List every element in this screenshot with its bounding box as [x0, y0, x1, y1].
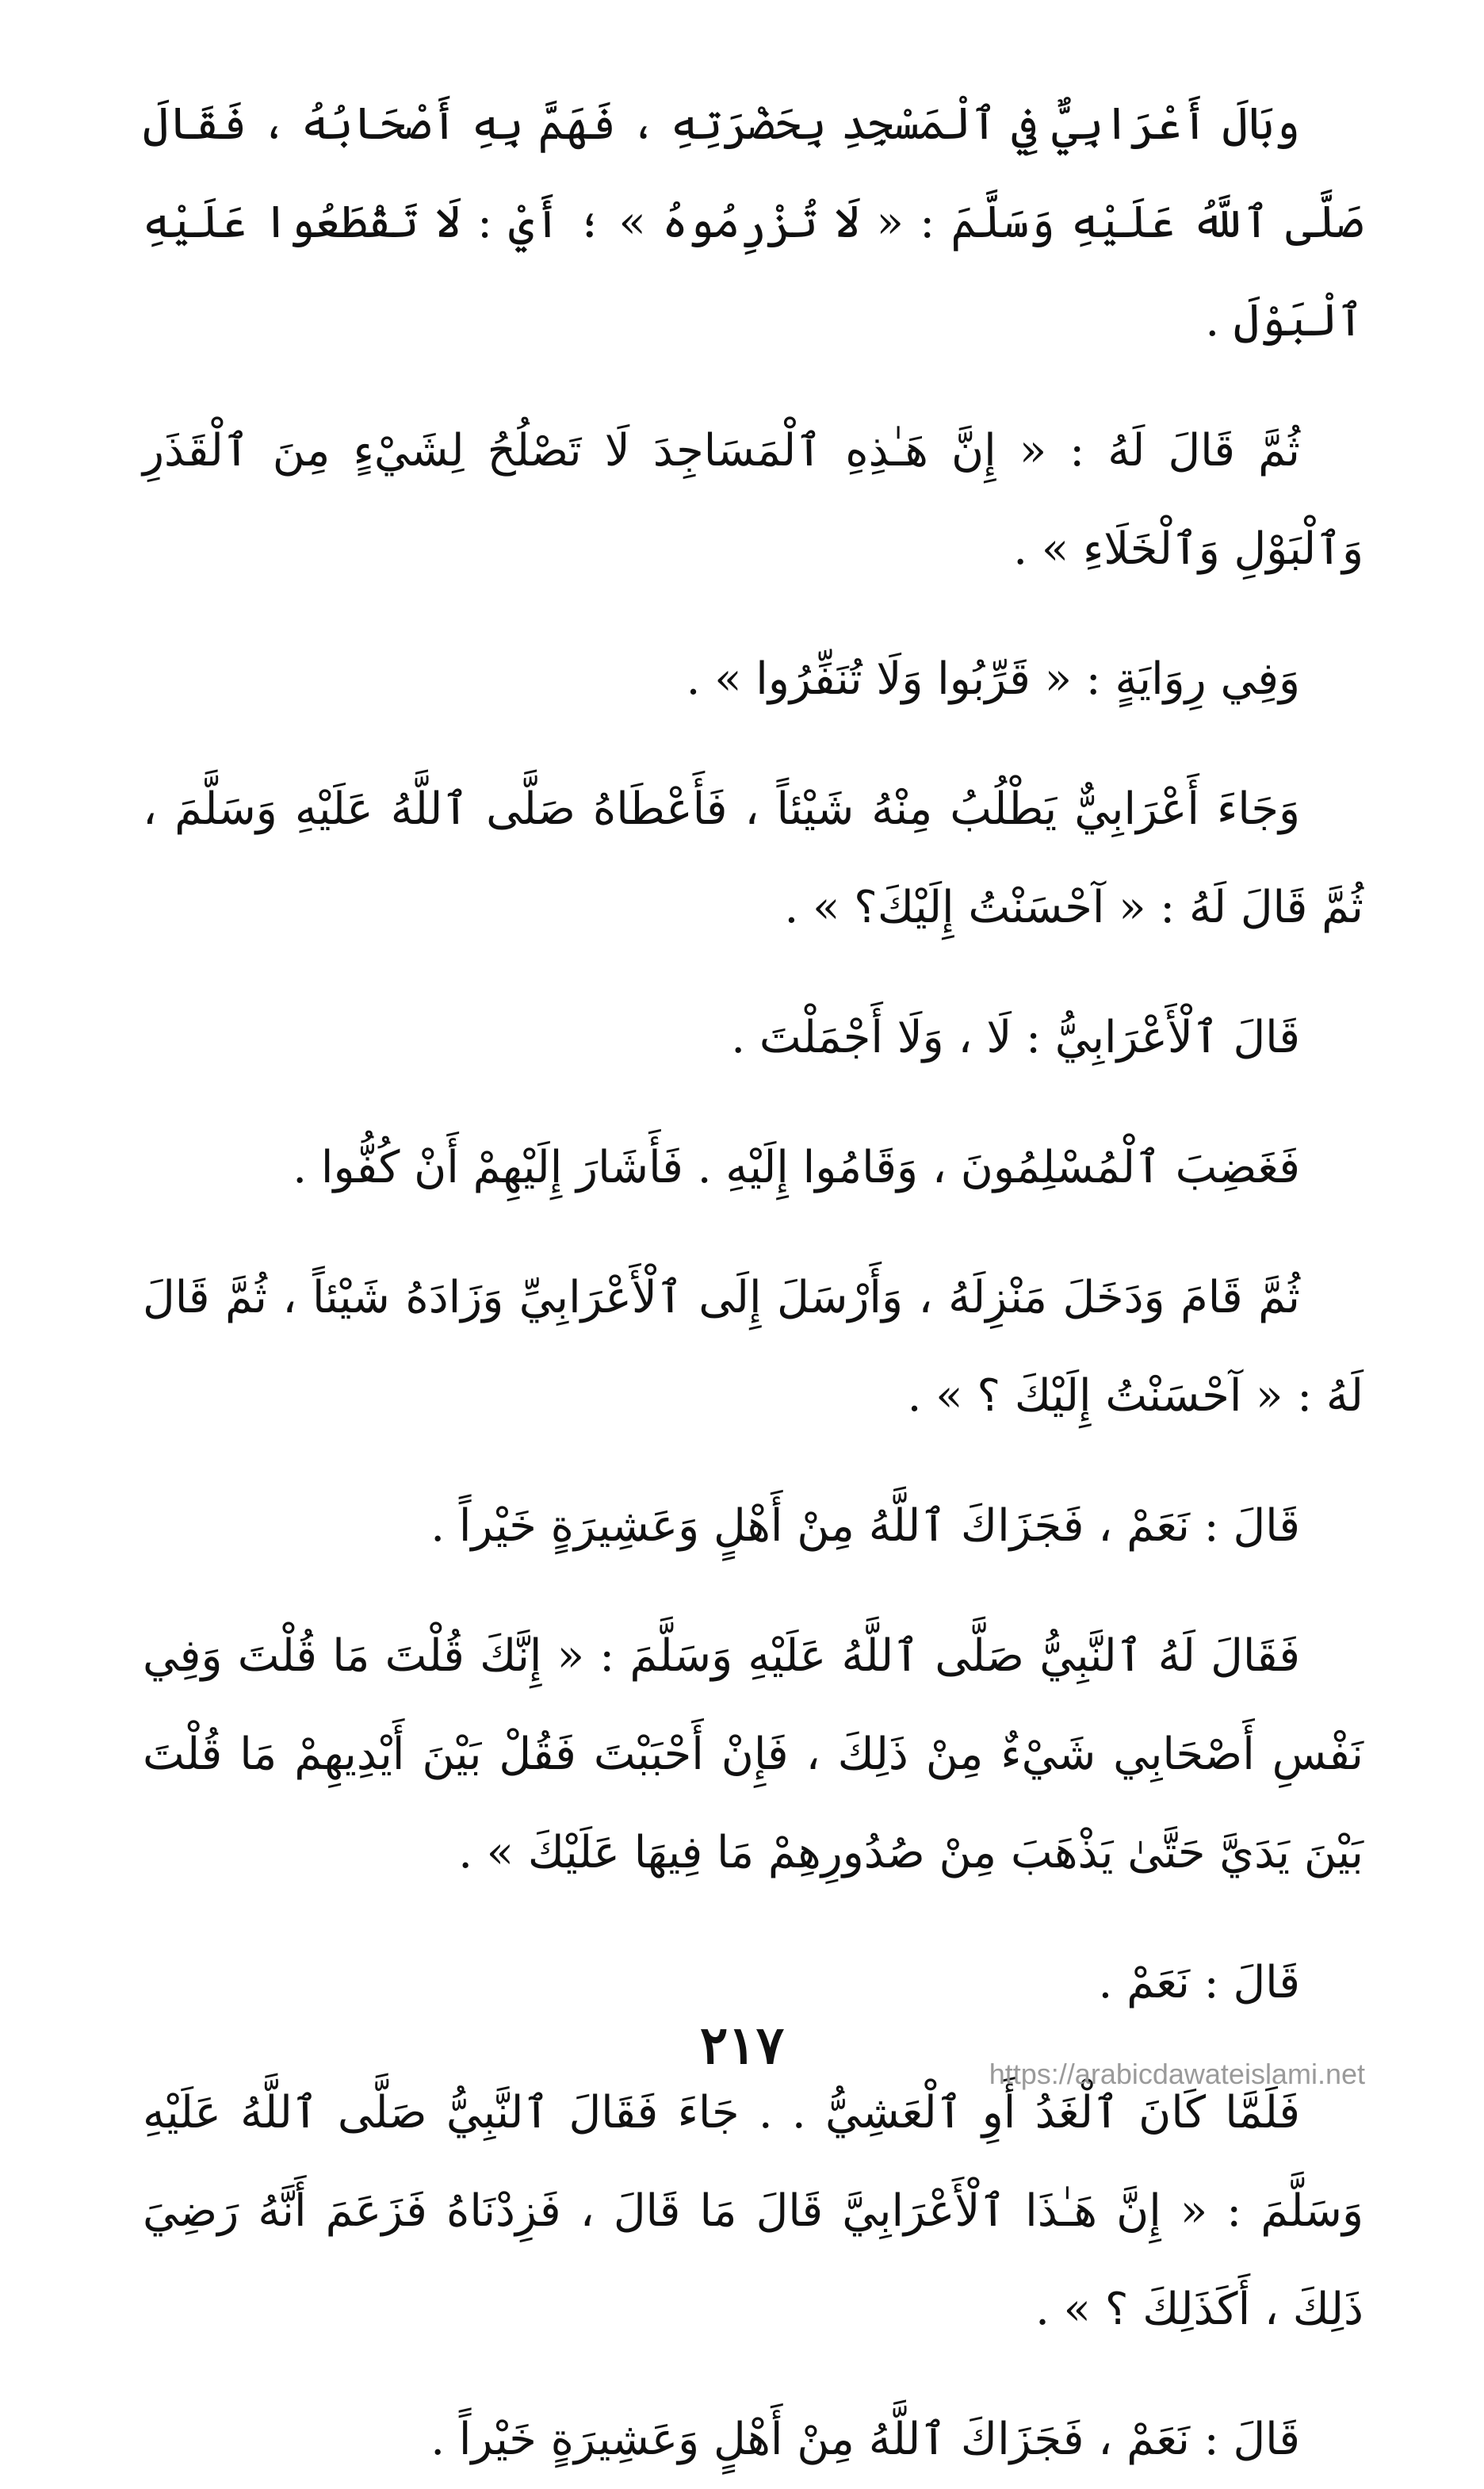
paragraph: قَالَ ٱلْأَعْرَابِيُّ : لَا ، وَلَا أَجْمَلْتَ .	[731, 1012, 1300, 1063]
paragraph: وبَالَ أَعْرَابِيٌّ فِي ٱلْمَسْجِدِ بِحَضْرَتِهِ ، فَهَمَّ بِهِ أَصْحَابُهُ ، فَقَالَ صَلَّى ٱللَّهُ عَلَيْهِ وَسَلَّمَ : « لَا تُزْرِمُوهُ » ؛ أَيْ : لَا تَقْطَعُوا عَلَيْهِ ٱلْبَوْلَ .	[143, 98, 1364, 347]
paragraph: قَالَ : نَعَمْ .	[1098, 1957, 1300, 2008]
paragraph: ثُمَّ قَالَ لَهُ : « إِنَّ هَـٰذِهِ ٱلْمَسَاجِدَ لَا تَصْلُحُ لِشَيْءٍ مِنَ ٱلْقَذَرِ وَٱلْبَوْلِ وَٱلْخَلَاءِ » .	[143, 425, 1364, 575]
paragraph: فَلَمَّا كَانَ ٱلْغَدُ أَوِ ٱلْعَشِيُّ . . جَاءَ فَقَالَ ٱلنَّبِيُّ صَلَّى ٱللَّهُ عَلَيْهِ وَسَلَّمَ : « إِنَّ هَـٰذَا ٱلْأَعْرَابِيَّ قَالَ مَا قَالَ ، فَزِدْنَاهُ فَزَعَمَ أَنَّهُ رَضِيَ ذَلِكَ ، أَكَذَلِكَ ؟ » .	[143, 2087, 1364, 2335]
watermark: https://arabicdawateislami.net	[989, 2058, 1365, 2090]
paragraph: قَالَ : نَعَمْ ، فَجَزَاكَ ٱللَّهُ مِنْ أَهْلٍ وَعَشِيرَةٍ خَيْراً .	[430, 1500, 1300, 1552]
paragraph: فَغَضِبَ ٱلْمُسْلِمُونَ ، وَقَامُوا إِلَيْهِ . فَأَشَارَ إِلَيْهِمْ أَنْ كُفُّوا .	[293, 1142, 1300, 1193]
paragraph: فَقَالَ لَهُ ٱلنَّبِيُّ صَلَّى ٱللَّهُ عَلَيْهِ وَسَلَّمَ : « إِنَّكَ قُلْتَ مَا قُلْتَ وَفِي نَفْسِ أَصْحَابِي شَيْءٌ مِنْ ذَلِكَ ، فَإِنْ أَحْبَبْتَ فَقُلْ بَيْنَ أَيْدِيهِمْ مَا قُلْتَ بَيْنَ يَدَيَّ حَتَّىٰ يَذْهَبَ مِنْ صُدُورِهِمْ مَا فِيهَا عَلَيْكَ » .	[143, 1630, 1364, 1878]
paragraph: ثُمَّ قَامَ وَدَخَلَ مَنْزِلَهُ ، وَأَرْسَلَ إِلَى ٱلْأَعْرَابِيِّ وَزَادَهُ شَيْئاً ، ثُمَّ قَالَ لَهُ : « آحْسَنْتُ إِلَيْكَ ؟ » .	[143, 1272, 1364, 1422]
paragraph: وَجَاءَ أَعْرَابِيٌّ يَطْلُبُ مِنْهُ شَيْئاً ، فَأَعْطَاهُ صَلَّى ٱللَّهُ عَلَيْهِ وَسَلَّمَ ، ثُمَّ قَالَ لَهُ : « آحْسَنْتُ إِلَيْكَ؟ » .	[143, 783, 1364, 933]
paragraph: وَفِي رِوَايَةٍ : « قَرِّبُوا وَلَا تُنَفِّرُوا » .	[686, 653, 1300, 705]
page-number: ٢١٧	[699, 2014, 785, 2076]
paragraph: قَالَ : نَعَمْ ، فَجَزَاكَ ٱللَّهُ مِنْ أَهْلٍ وَعَشِيرَةٍ خَيْراً .	[430, 2414, 1300, 2465]
